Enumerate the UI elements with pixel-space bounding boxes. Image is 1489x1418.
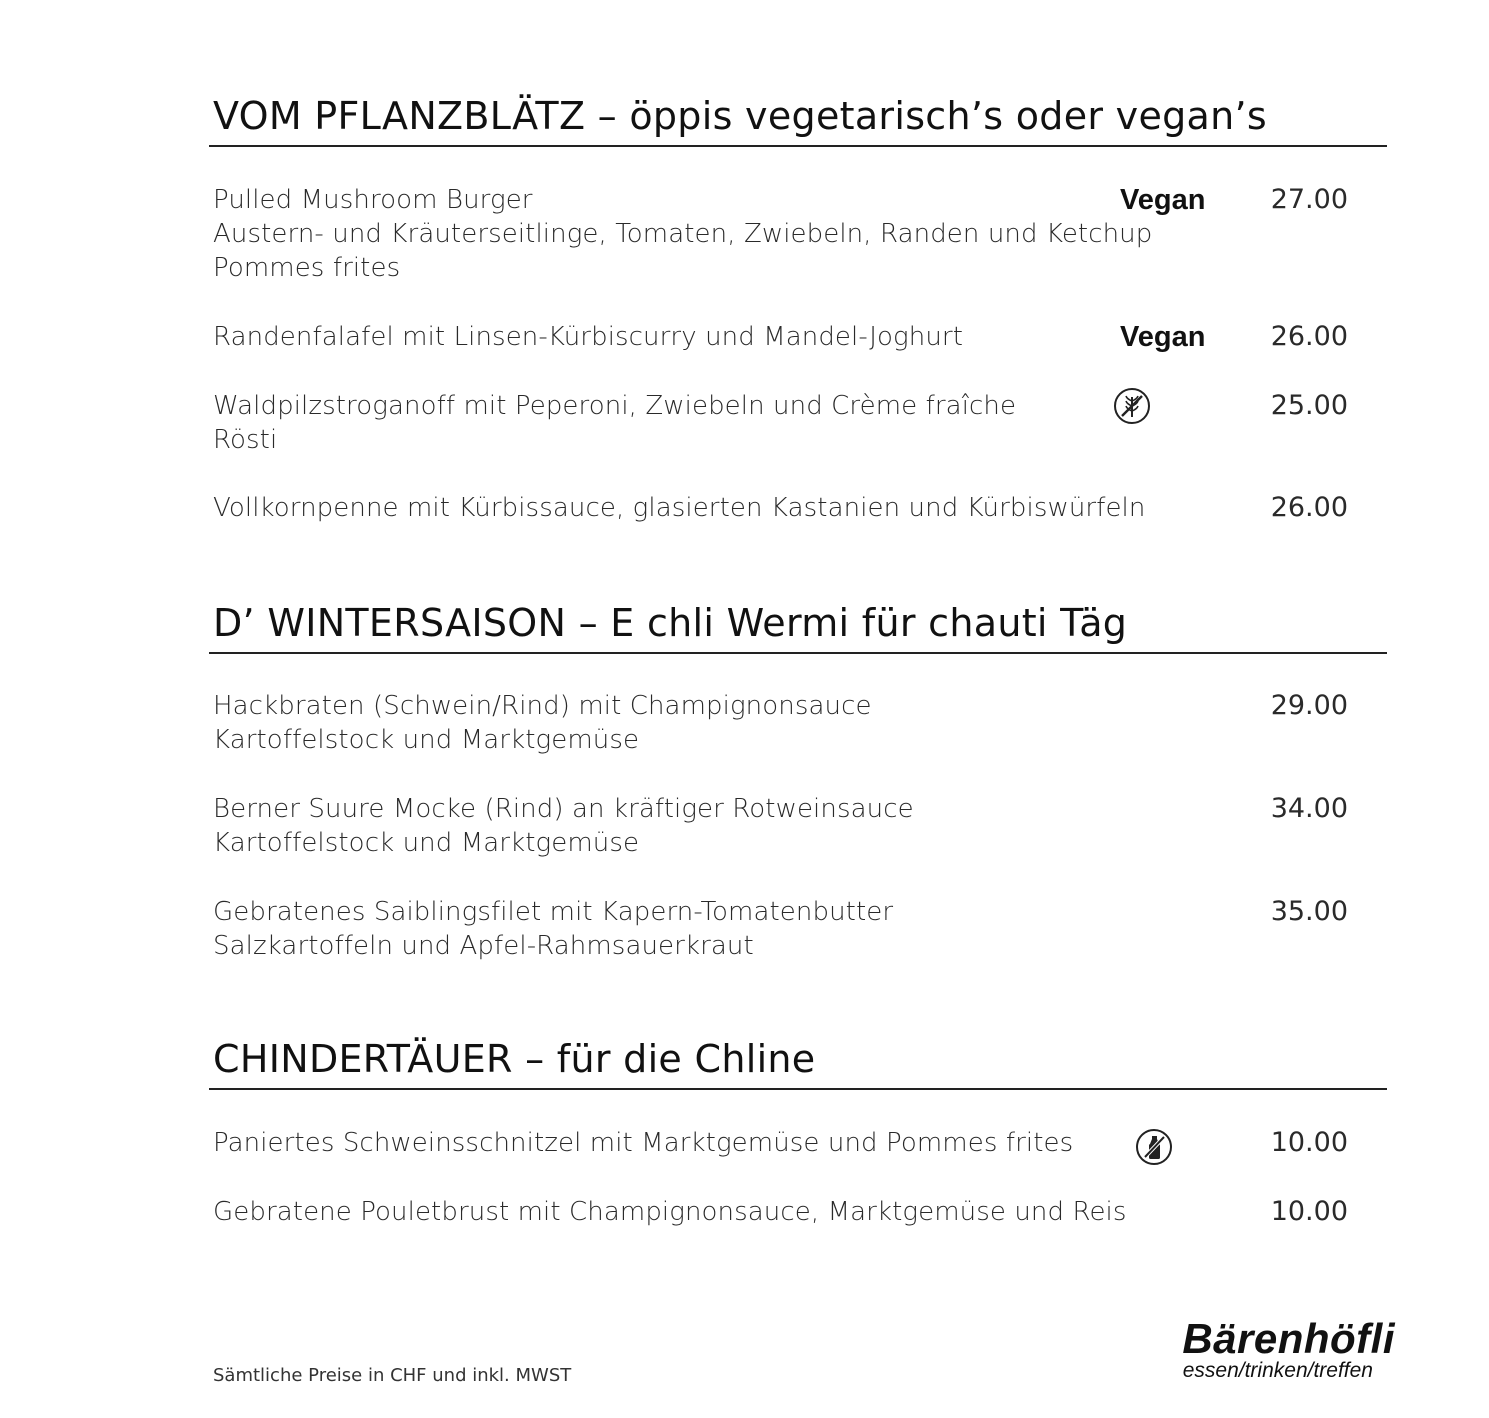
gluten-free-icon xyxy=(1113,387,1151,425)
menu-item-berner-suure-mocke xyxy=(213,792,1393,860)
menu-item-schweinsschnitzel xyxy=(213,1126,1393,1160)
restaurant-logo xyxy=(1165,1315,1395,1382)
item-price: 25.00 xyxy=(1270,390,1348,421)
item-price: 10.00 xyxy=(1270,1127,1348,1158)
item-side: Pommes frites xyxy=(213,253,401,283)
item-name: Paniertes Schweinsschnitzel mit Marktgemüse und Pommes frites xyxy=(213,1128,1074,1158)
item-side: Kartoffelstock und Marktgemüse xyxy=(213,828,640,858)
menu-item-pouletbrust xyxy=(213,1195,1393,1229)
section-title-chindertaeuer: CHINDERTÄUER – für die Chline xyxy=(213,1037,816,1081)
item-price: 10.00 xyxy=(1270,1196,1348,1227)
menu-item-randenfalafel xyxy=(213,320,1393,354)
item-name: Waldpilzstroganoff mit Peperoni, Zwiebeln und Crème fraîche xyxy=(213,391,1017,421)
item-price: 26.00 xyxy=(1270,321,1348,352)
item-price: 26.00 xyxy=(1270,492,1348,523)
section-divider xyxy=(209,652,1387,654)
item-name: Pulled Mushroom Burger xyxy=(213,185,533,215)
item-name: Hackbraten (Schwein/Rind) mit Champignonsauce xyxy=(213,691,872,721)
item-name: Randenfalafel mit Linsen-Kürbiscurry und Mandel-Joghurt xyxy=(213,322,964,352)
section-title-wintersaison: D’ WINTERSAISON – E chli Wermi für chauti Täg xyxy=(213,601,1128,645)
item-price: 34.00 xyxy=(1270,793,1348,824)
logo-tagline: essen/trinken/treffen xyxy=(1182,1359,1373,1382)
item-name: Berner Suure Mocke (Rind) an kräftiger Rotweinsauce xyxy=(213,794,914,824)
vegan-tag: Vegan xyxy=(1120,184,1206,216)
item-price: 27.00 xyxy=(1270,184,1348,215)
item-side: Kartoffelstock und Marktgemüse xyxy=(213,725,640,755)
logo-name: Bärenhöfli xyxy=(1182,1315,1395,1362)
item-price: 29.00 xyxy=(1270,690,1348,721)
menu-item-hackbraten xyxy=(213,689,1393,757)
section-divider xyxy=(209,1088,1387,1090)
menu-item-waldpilzstroganoff xyxy=(213,389,1393,457)
item-name: Gebratene Pouletbrust mit Champignonsauce, Marktgemüse und Reis xyxy=(213,1197,1127,1227)
price-note: Sämtliche Preise in CHF und inkl. MWST xyxy=(213,1365,572,1386)
item-side: Salzkartoffeln und Apfel-Rahmsauerkraut xyxy=(213,931,754,961)
section-title-pflanzblaetz: VOM PFLANZBLÄTZ – öppis vegetarisch’s oder vegan’s xyxy=(213,94,1268,138)
item-description: Austern- und Kräuterseitlinge, Tomaten, Zwiebeln, Randen und Ketchup xyxy=(213,219,1153,249)
item-name: Vollkornpenne mit Kürbissauce, glasierten Kastanien und Kürbiswürfeln xyxy=(213,493,1146,523)
menu-item-vollkornpenne xyxy=(213,491,1393,525)
lactose-free-icon xyxy=(1135,1128,1173,1166)
vegan-tag: Vegan xyxy=(1120,321,1206,353)
item-side: Rösti xyxy=(213,425,278,455)
menu-item-pulled-mushroom-burger xyxy=(213,183,1393,285)
item-name: Gebratenes Saiblingsfilet mit Kapern-Tomatenbutter xyxy=(213,897,894,927)
menu-item-saiblingsfilet xyxy=(213,895,1393,963)
item-price: 35.00 xyxy=(1270,896,1348,927)
section-divider xyxy=(209,145,1387,147)
